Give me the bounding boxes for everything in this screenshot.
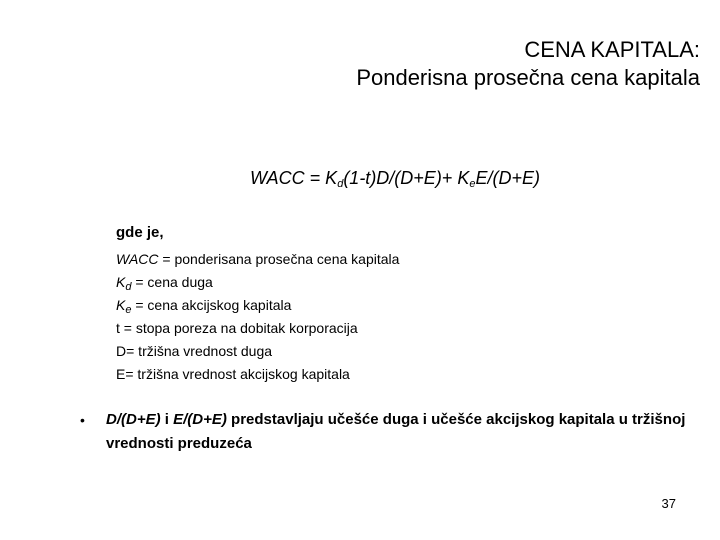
bullet-em-2: E/(D+E)	[173, 411, 227, 428]
definition-kd	[116, 271, 399, 294]
kd-text: = cena duga	[131, 274, 213, 290]
ke-subscript: e	[125, 304, 132, 316]
ke-text: = cena akcijskog kapitala	[131, 297, 292, 313]
wacc-text: = ponderisana prosečna cena kapitala	[158, 251, 400, 267]
kd-subscript: d	[125, 281, 132, 293]
bullet-em-1: D/(D+E)	[106, 411, 161, 428]
title-line-2: Ponderisna prosečna cena kapitala	[356, 65, 700, 90]
bullet-point	[80, 408, 704, 456]
definition-ke	[116, 294, 399, 317]
bullet-text	[106, 408, 704, 456]
definition-wacc	[116, 248, 399, 271]
definition-e: E= tržišna vrednost akcijskog kapitala	[116, 366, 350, 382]
definitions-block	[116, 224, 399, 386]
bullet-mid: i	[160, 411, 174, 428]
kd-symbol: K	[116, 274, 126, 290]
formula-sub-e: e	[469, 178, 476, 190]
formula-part-1: WACC = K	[250, 168, 338, 188]
bullet-rest: predstavljaju učešće duga i učešće akcijskog kapitala u tržišnoj vrednosti preduzeća	[106, 411, 686, 452]
ke-symbol: K	[116, 297, 126, 313]
slide-title	[356, 36, 700, 92]
definition-d: D= tržišna vrednost duga	[116, 343, 273, 359]
definition-t: t = stopa poreza na dobitak korporacija	[116, 320, 358, 336]
page-number: 37	[661, 496, 676, 511]
definitions-intro: gde je,	[116, 224, 164, 241]
title-line-1: CENA KAPITALA:	[524, 37, 700, 62]
bullet-marker: •	[80, 412, 85, 428]
formula-part-3: E/(D+E)	[475, 168, 540, 188]
formula-part-2: (1-t)D/(D+E)+ K	[343, 168, 470, 188]
wacc-formula	[250, 168, 540, 189]
wacc-symbol: WACC	[116, 251, 159, 267]
formula-sub-d: d	[337, 178, 344, 190]
